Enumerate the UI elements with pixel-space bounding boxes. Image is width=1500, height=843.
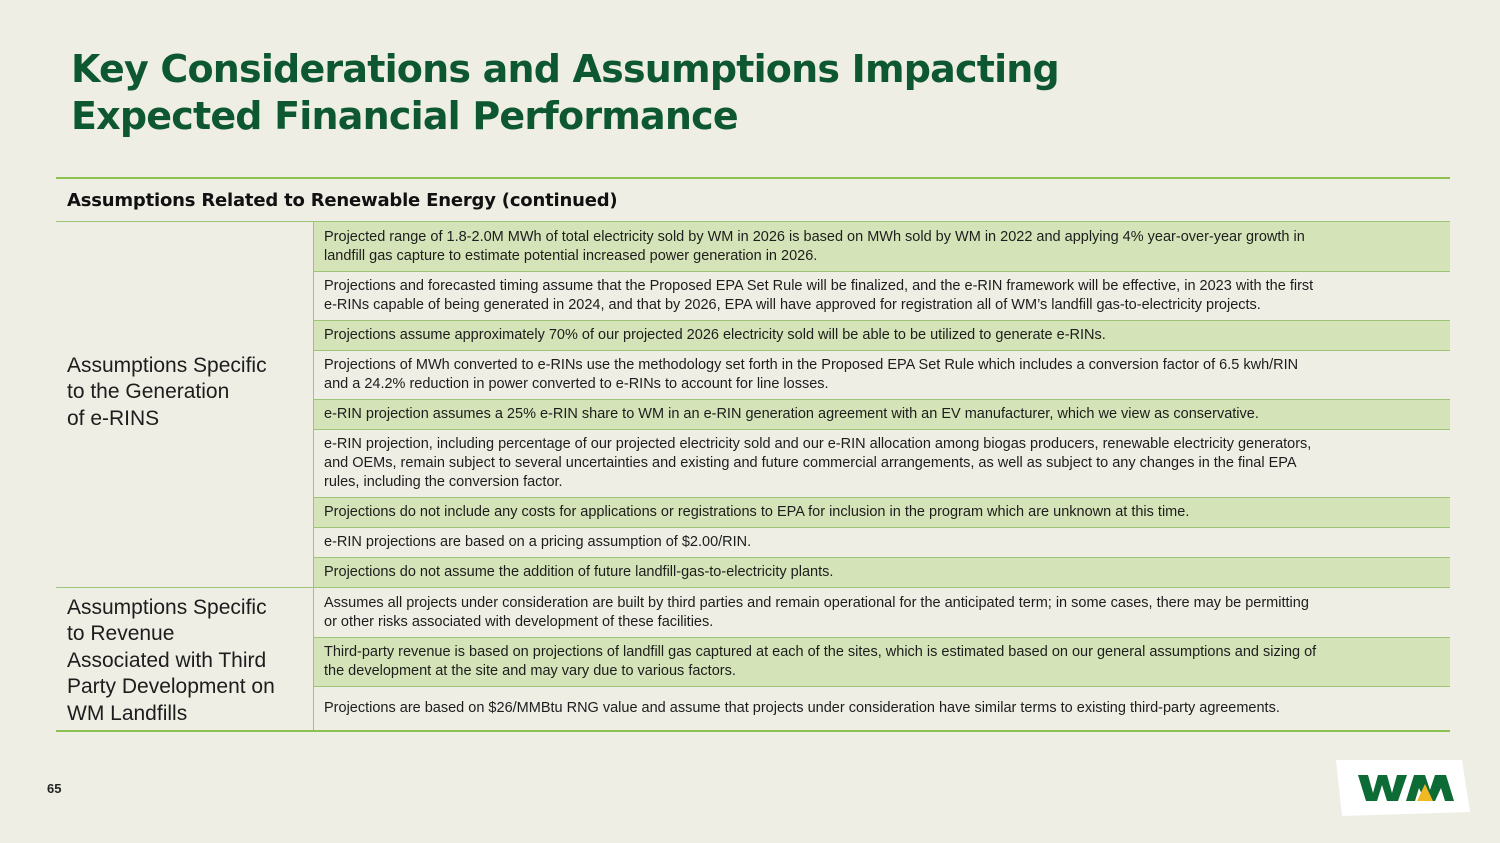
page-title-line-1: Key Considerations and Assumptions Impacting — [71, 47, 1059, 91]
wm-logo — [1336, 760, 1472, 816]
row-text-line: rules, including the conversion factor. — [324, 474, 563, 490]
table-row — [314, 429, 1450, 497]
table-row — [314, 686, 1450, 730]
row-text-line: the development at the site and may vary due to various factors. — [324, 663, 736, 679]
row-text-line: landfill gas capture to estimate potential increased power generation in 2026. — [324, 247, 818, 264]
assumptions-table — [56, 177, 1450, 732]
group-erins-rows — [314, 222, 1450, 587]
row-text-line: and a 24.2% reduction in power converted to e-RINs to account for line losses. — [324, 376, 829, 392]
group-third-party-revenue — [56, 587, 1450, 730]
section-header: Assumptions Related to Renewable Energy (continued) — [56, 179, 1450, 222]
table-row — [314, 320, 1450, 350]
table-row — [314, 271, 1450, 320]
row-text-line: Third-party revenue is based on projections of landfill gas captured at each of the sites, which is estimated based on our general assumptions and sizing of — [324, 644, 1317, 660]
row-text-line: Projected range of 1.8-2.0M MWh of total electricity sold by WM in 2026 is based on MWh sold by WM in 2022 and applying 4% year-over-year growth in — [324, 228, 1305, 245]
table-row — [314, 637, 1450, 686]
row-text-line: or other risks associated with development of these facilities. — [324, 613, 714, 630]
row-text-line: e-RIN projection, including percentage of our projected electricity sold and our e-RIN allocation among biogas producers, renewable electricity generators, — [324, 436, 1312, 452]
table-row — [314, 399, 1450, 429]
table-row — [314, 557, 1450, 587]
group-label-line: of e-RINS — [67, 406, 160, 430]
group-label-line: to the Generation — [67, 380, 230, 404]
page-number: 65 — [47, 781, 62, 796]
group-third-party-rows — [314, 588, 1450, 730]
row-text-line: Projections are based on $26/MMBtu RNG value and assume that projects under consideration have similar terms to existing third-party agreements. — [324, 700, 1280, 716]
group-label-third-party-revenue — [56, 588, 314, 730]
row-text-line: Projections do not include any costs for applications or registrations to EPA for inclusion in the program which are unknown at this time. — [324, 504, 1190, 520]
table-row — [314, 350, 1450, 399]
group-label-line: WM Landfills — [67, 701, 188, 725]
page-title — [71, 46, 1059, 140]
group-label-line: to Revenue — [67, 622, 175, 646]
row-text-line: Projections of MWh converted to e-RINs use the methodology set forth in the Proposed EPA Set Rule which includes a conversion factor of 6.5 kwh/RIN — [324, 357, 1299, 373]
table-row — [314, 497, 1450, 527]
group-label-line: Party Development on — [67, 675, 275, 699]
row-text-line: e-RINs capable of being generated in 2024, and that by 2026, EPA will have approved for registration all of WM’s landfill gas-to-electricity projects. — [324, 297, 1261, 313]
row-text-line: e-RIN projections are based on a pricing assumption of $2.00/RIN. — [324, 534, 752, 550]
row-text-line: Projections do not assume the addition of future landfill-gas-to-electricity plants. — [324, 564, 834, 580]
row-text-line: Projections and forecasted timing assume that the Proposed EPA Set Rule will be finalized, and the e-RIN framework will be effective, in 2023 with the first — [324, 278, 1314, 294]
group-label-line: Associated with Third — [67, 648, 267, 672]
row-text-line: e-RIN projection assumes a 25% e-RIN share to WM in an e-RIN generation agreement with an EV manufacturer, which we view as conservative. — [324, 406, 1259, 422]
group-label-erins — [56, 222, 314, 587]
row-text-line: Projections assume approximately 70% of our projected 2026 electricity sold will be able to be utilized to generate e-RINs. — [324, 327, 1106, 343]
row-text-line: Assumes all projects under consideration are built by third parties and remain operational for the anticipated term; in some cases, there may be permitting — [324, 594, 1309, 611]
table-row — [314, 527, 1450, 557]
group-label-line: Assumptions Specific — [67, 353, 267, 377]
row-text-line: and OEMs, remain subject to several uncertainties and existing and future commercial arrangements, as well as subject to any changes in the final EPA — [324, 455, 1297, 471]
group-erins — [56, 222, 1450, 587]
page-title-line-2: Expected Financial Performance — [71, 94, 738, 138]
table-row — [314, 222, 1450, 271]
group-label-line: Assumptions Specific — [67, 595, 267, 619]
table-row — [314, 588, 1450, 637]
